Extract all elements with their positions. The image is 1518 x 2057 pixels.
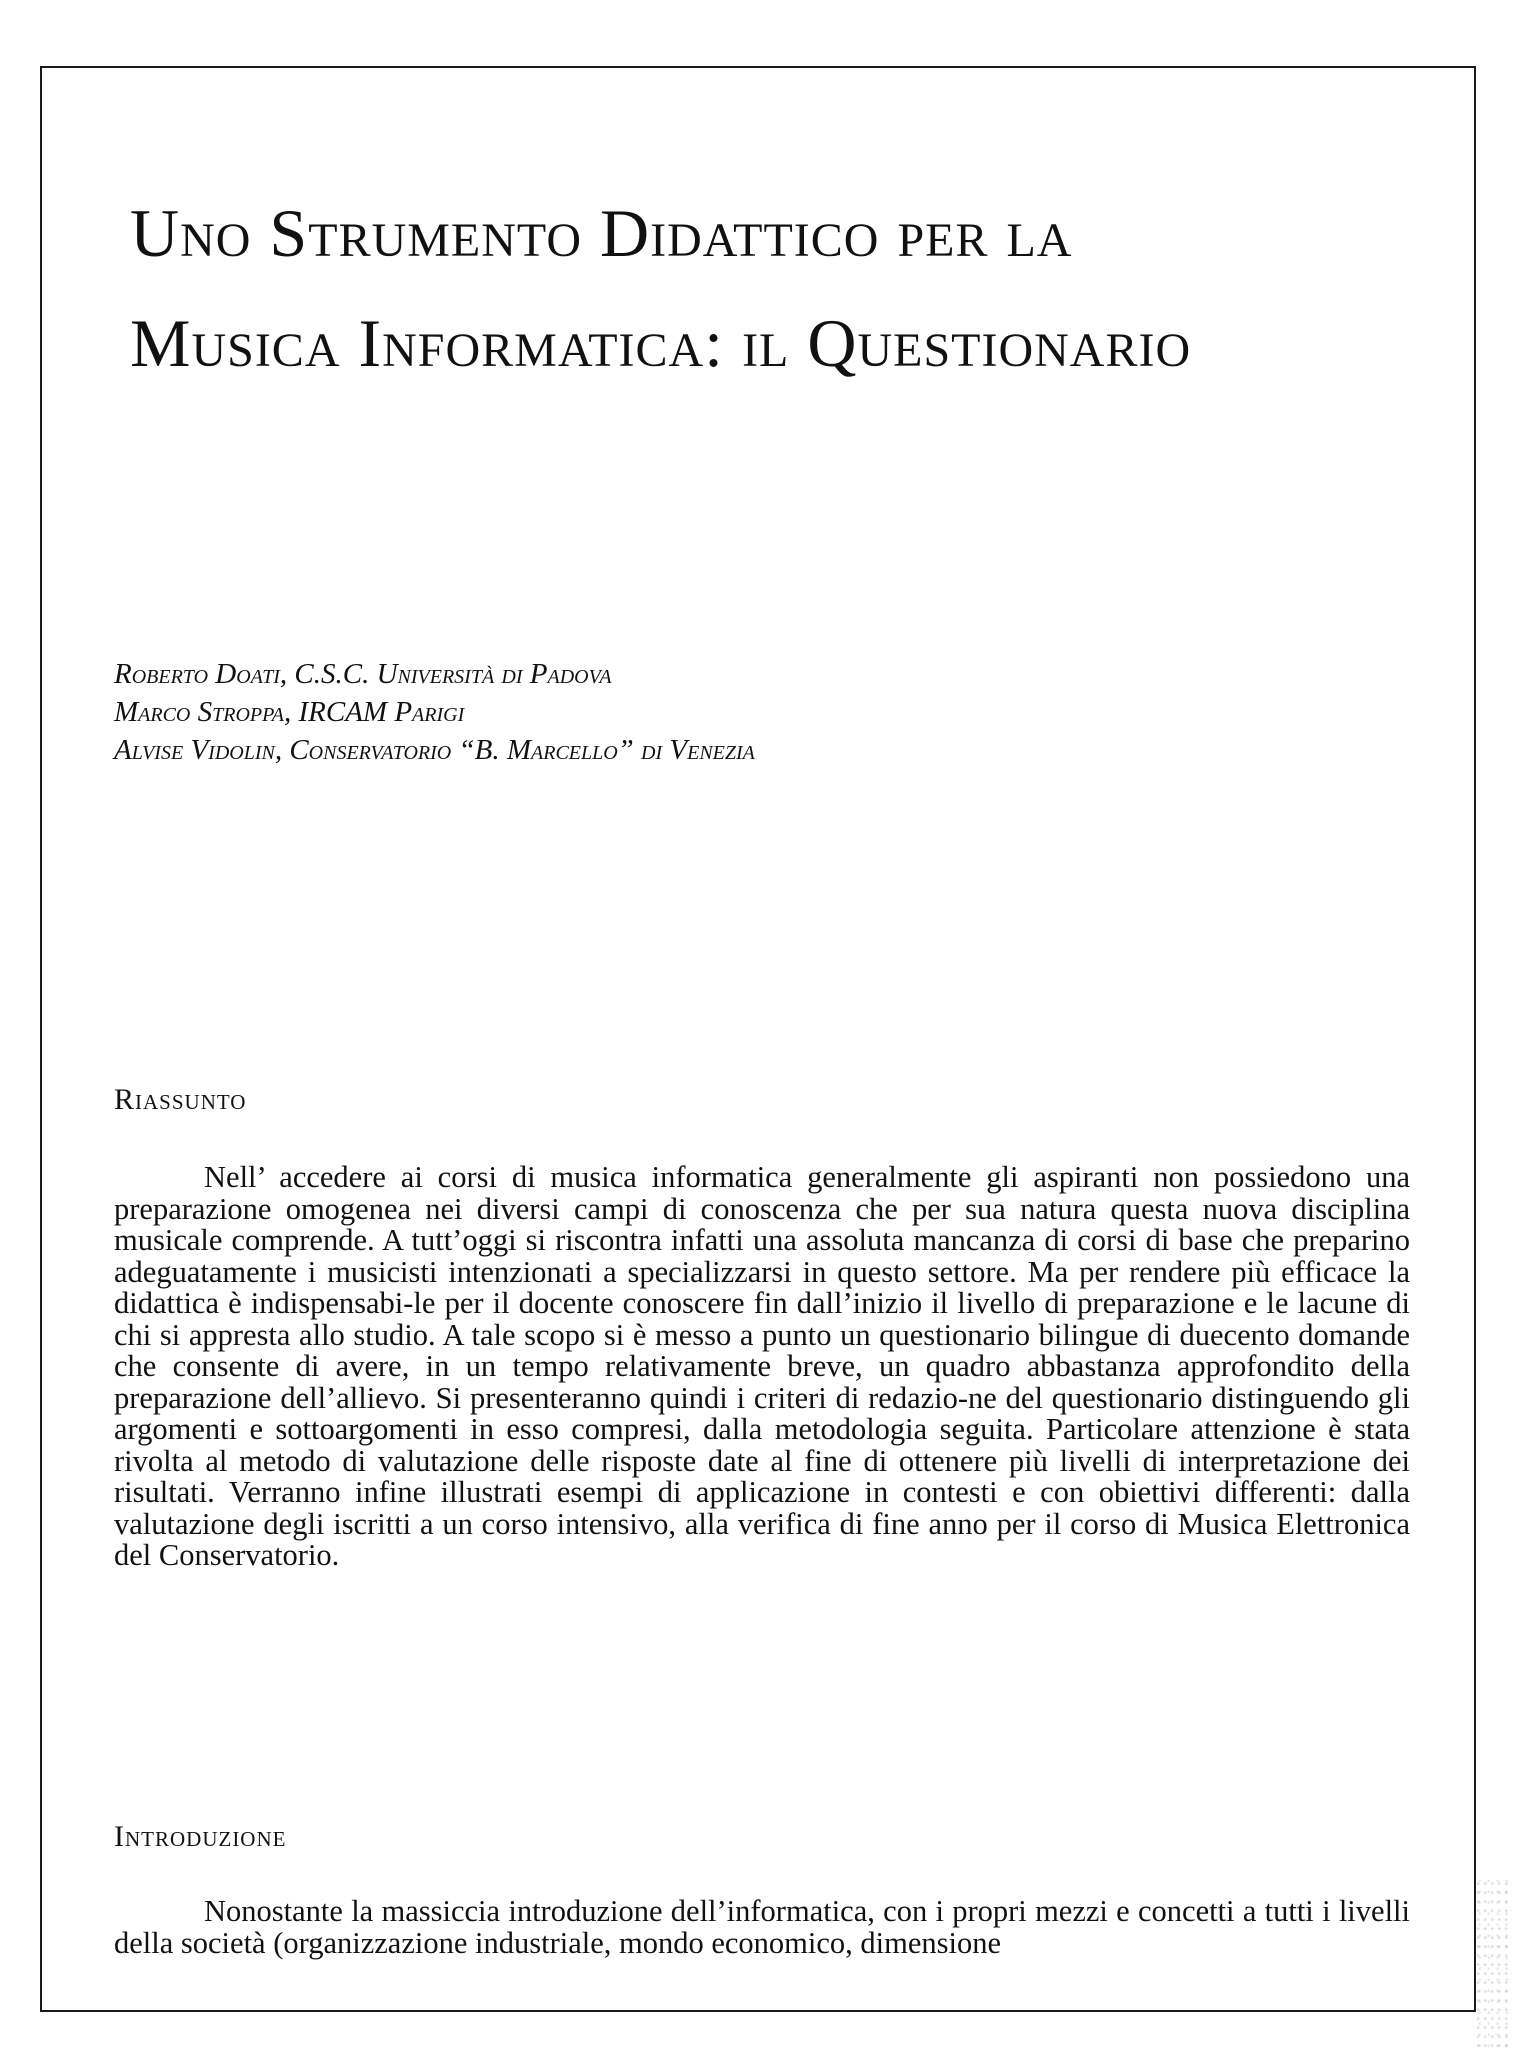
scan-noise-mark — [1474, 1880, 1512, 2050]
paper-title — [130, 178, 1430, 398]
abstract-heading: Riassunto — [114, 1083, 247, 1116]
abstract-paragraph: Nell’ accedere ai corsi di musica informatica generalmente gli aspiranti non possiedono una preparazione omogenea nei diversi campi di conoscenza che per sua natura questa nuova disciplina musicale comprende. A tutt’oggi si riscontra infatti una assoluta mancanza di corsi di base che preparino adeguatamente i musicisti intenzionati a specializzarsi in questo settore. Ma per rendere più efficace la didattica è indispensabi-le per il docente conoscere fin dall’inizio il livello di preparazione e le lacune di chi si appresta allo studio. A tale scopo si è messo a punto un questionario bilingue di duecento domande che consente di avere, in un tempo relativamente breve, un quadro abbastanza approfondito della preparazione dell’allievo. Si presenteranno quindi i criteri di redazio-ne del questionario distinguendo gli argomenti e sottoargomenti in esso compresi, dalla metodologia seguita. Particolare attenzione è stata rivolta al metodo di valutazione delle risposte date al fine di ottenere più livelli di interpretazione dei risultati. Verranno infine illustrati esempi di applicazione in contesti e con obiettivi differenti: dalla valutazione degli iscritti a un corso intensivo, alla verifica di fine anno per il corso di Musica Elettronica del Conservatorio. — [114, 1160, 1410, 1572]
introduction-paragraph: Nonostante la massiccia introduzione dell’informatica, con i propri mezzi e concetti a tutti i livelli della società (organizzazione industriale, mondo economico, dimensione — [114, 1894, 1410, 1960]
title-line-1: Uno Strumento Didattico per la — [130, 195, 1073, 271]
author-doati: Roberto Doati, C.S.C. Università di Padova — [114, 658, 612, 690]
author-list — [114, 655, 1314, 769]
author-vidolin: Alvise Vidolin, Conservatorio “B. Marcello” di Venezia — [114, 734, 755, 766]
title-line-2: Musica Informatica: il Questionario — [130, 305, 1192, 381]
author-stroppa: Marco Stroppa, IRCAM Parigi — [114, 696, 465, 728]
introduction-heading: Introduzione — [114, 1820, 287, 1853]
